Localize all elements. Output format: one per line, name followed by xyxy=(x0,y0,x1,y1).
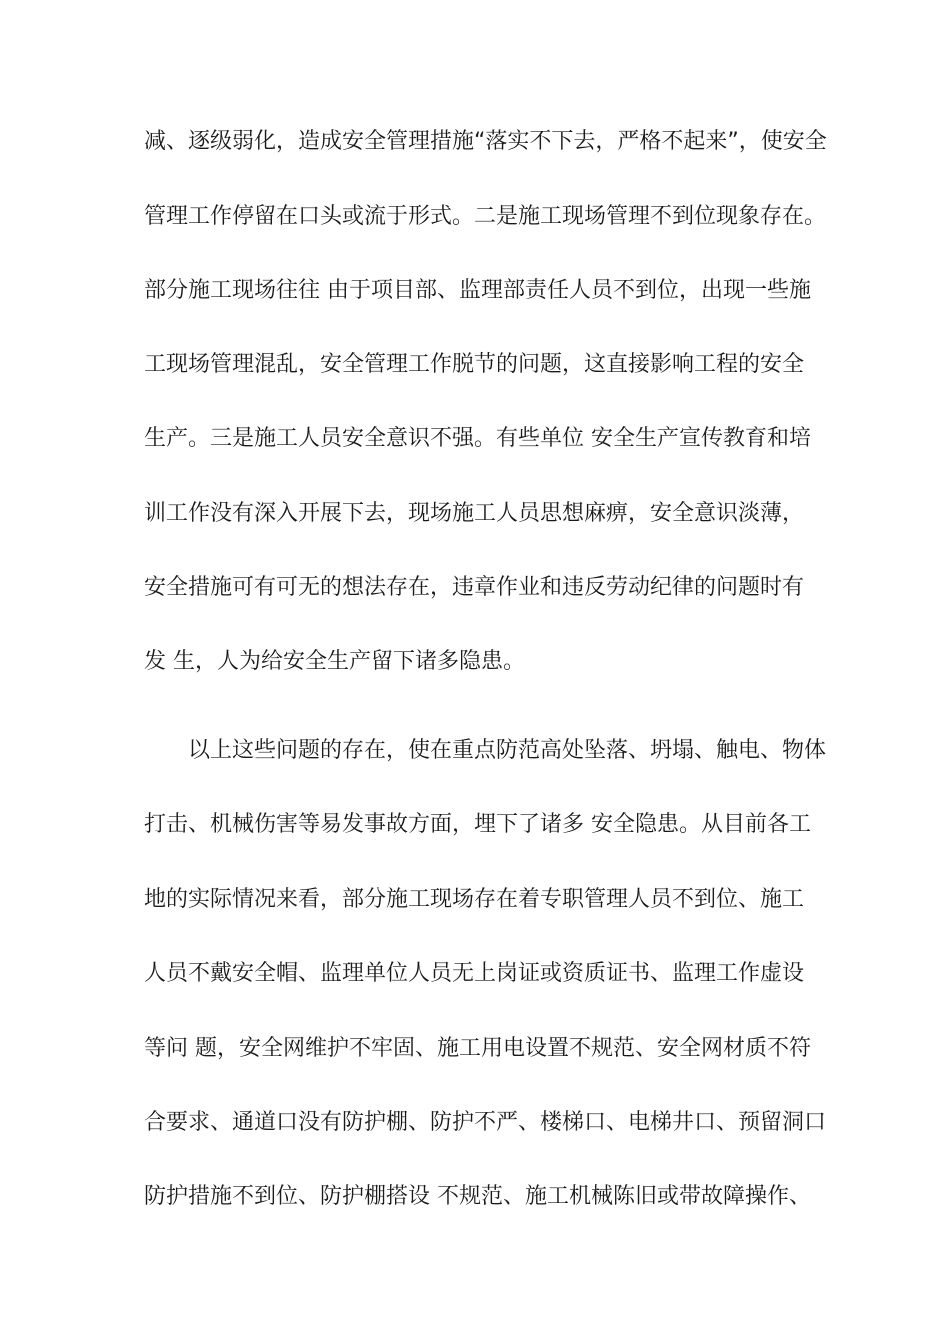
text-line: 防护措施不到位、防护棚搭设 不规范、施工机械陈旧或带故障操作、 xyxy=(144,1184,811,1209)
text-line: 地的实际情况来看，部分施工现场存在着专职管理人员不到位、施工 xyxy=(144,887,805,912)
text-line: 安全措施可有可无的想法存在，违章作业和违反劳动纪律的问题时有 xyxy=(144,575,805,600)
text-line: 管理工作停留在口头或流于形式。二是施工现场管理不到位现象存在。 xyxy=(144,204,827,229)
text-line: 生产。三是施工人员安全意识不强。有些单位 安全生产宣传教育和培 xyxy=(144,426,811,451)
paragraph-first-line: 以上这些问题的存在，使在重点防范高处坠落、坍塌、触电、物体 xyxy=(188,738,827,763)
text-line: 训工作没有深入开展下去，现场施工人员思想麻痹，安全意识淡薄， xyxy=(144,501,805,526)
text-line: 部分施工现场往往 由于项目部、监理部责任人员不到位，出现一些施 xyxy=(144,278,811,303)
text-line: 打击、机械伤害等易发事故方面，埋下了诸多 安全隐患。从目前各工 xyxy=(144,812,811,837)
text-line: 工现场管理混乱，安全管理工作脱节的问题，这直接影响工程的安全 xyxy=(144,352,805,377)
text-line: 合要求、通道口没有防护棚、防护不严、楼梯口、电梯井口、预留洞口 xyxy=(144,1110,827,1135)
text-line: 减、逐级弱化，造成安全管理措施“落实不下去，严格不起来”，使安全 xyxy=(144,129,827,154)
text-line: 人员不戴安全帽、监理单位人员无上岗证或资质证书、监理工作虚设 xyxy=(144,961,805,986)
text-line: 等问 题，安全网维护不牢固、施工用电设置不规范、安全网材质不符 xyxy=(144,1036,811,1061)
text-line: 发 生，人为给安全生产留下诸多隐患。 xyxy=(144,649,525,674)
